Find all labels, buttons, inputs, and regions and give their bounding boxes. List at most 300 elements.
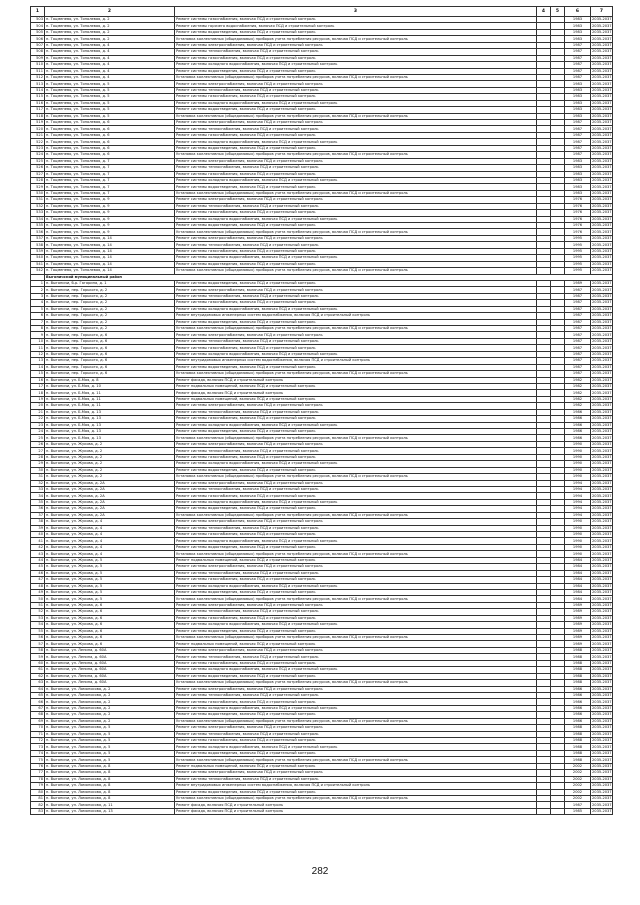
row-address: п. Тоцменево, ул. Тополевая, д. 5 <box>45 94 175 100</box>
row-work-type: Ремонт системы теплоснабжения, включая ПСД и строительный контроль <box>175 293 537 299</box>
row-address: п. Выгоничи, пер. Горького, д. 6 <box>45 371 175 377</box>
row-year: 1983 <box>565 17 591 23</box>
row-address: п. Выгоничи, ул. Ломоносова, д. 5 <box>45 750 175 756</box>
row-work-type: Установка коллективных (общедомовых) приборов учета потребления ресурсов, включая ПСД и строительный контроль <box>175 718 537 724</box>
row-address: п. Выгоничи, ул. Жукова, д. 6 <box>45 641 175 647</box>
row-number: 34 <box>31 493 45 499</box>
row-work-type: Ремонт системы холодного водоснабжения, включая ПСД и строительный контроль <box>175 216 537 222</box>
row-year: 1990 <box>565 454 591 460</box>
row-address: п. Выгоничи, ул. Жукова, д. 2А <box>45 512 175 518</box>
row-period: 2035-2037 <box>592 281 612 286</box>
row-period: 2035-2037 <box>592 448 612 453</box>
row-work-type: Ремонт системы теплоснабжения, включая ПСД и строительный контроль <box>175 203 537 209</box>
row-period: 2035-2037 <box>592 139 612 144</box>
row-period: 2035-2037 <box>592 596 612 601</box>
row-work-type: Ремонт системы электроснабжения, включая ПСД и строительный контроль <box>175 81 537 87</box>
row-period: 2035-2037 <box>592 178 612 183</box>
row-address: п. Тоцменево, ул. Тополевая, д. 2 <box>45 29 175 35</box>
row-address: п. Выгоничи, ул. Б.Мая, д. 11 <box>45 390 175 396</box>
row-work-type: Ремонт системы электроснабжения, включая ПСД и строительный контроль <box>175 602 537 608</box>
row-work-type: Ремонт системы холодного водоснабжения, включая ПСД и строительный контроль <box>175 62 537 68</box>
row-period: 2035-2037 <box>592 757 612 762</box>
row-year: 1987 <box>565 287 591 293</box>
row-number: 38 <box>31 519 45 525</box>
row-number: 69 <box>31 718 45 724</box>
row-number: 527 <box>31 171 45 177</box>
row-period: 2035-2037 <box>592 351 612 356</box>
row-address: п. Выгоничи, ул. Ломоносова, д. 8 <box>45 795 175 801</box>
row-year: 1995 <box>565 235 591 241</box>
row-work-type: Установка коллективных (общедомовых) приборов учета потребления ресурсов, включая ПСД и строительный контроль <box>175 371 537 377</box>
row-address: п. Тоцменево, ул. Тополевая, д. 14 <box>45 242 175 248</box>
row-number: 533 <box>31 210 45 216</box>
row-work-type: Ремонт системы горячего водоснабжения, включая ПСД и строительный контроль <box>175 23 537 29</box>
row-number: 47 <box>31 577 45 583</box>
row-work-type: Ремонт системы водоотведения, включая ПСД и строительный контроль <box>175 364 537 370</box>
row-work-type: Ремонт фасада, включая ПСД и строительный контроль <box>175 808 537 814</box>
row-address: п. Выгоничи, пер. Горького, д. 6 <box>45 364 175 370</box>
row-number: 45 <box>31 564 45 570</box>
row-work-type: Установка коллективных (общедомовых) приборов учета потребления ресурсов, включая ПСД и строительный контроль <box>175 36 537 42</box>
row-address: п. Выгоничи, ул. Жукова, д. 6 <box>45 635 175 641</box>
row-year: 1976 <box>565 216 591 222</box>
row-number: 511 <box>31 68 45 74</box>
row-number: 15 <box>31 371 45 377</box>
row-number: 25 <box>31 435 45 441</box>
row-period: 2035-2037 <box>592 145 612 150</box>
row-address: п. Выгоничи, ул. Б.Мая, д. 11 <box>45 396 175 402</box>
row-year: 1983 <box>565 171 591 177</box>
row-address: п. Выгоничи, ул. Жукова, д. 5 <box>45 564 175 570</box>
row-number: 509 <box>31 55 45 61</box>
row-period: 2035-2037 <box>592 512 612 517</box>
row-year: 1989 <box>565 615 591 621</box>
row-number: 21 <box>31 409 45 415</box>
row-number: 529 <box>31 184 45 190</box>
register-table <box>30 6 613 815</box>
row-year: 1990 <box>565 461 591 467</box>
row-period: 2035-2037 <box>592 23 612 28</box>
row-year: 1990 <box>565 532 591 538</box>
row-work-type: Установка коллективных (общедомовых) приборов учета потребления ресурсов, включая ПСД и строительный контроль <box>175 551 537 557</box>
row-work-type: Ремонт системы водоотведения, включая ПСД и строительный контроль <box>175 467 537 473</box>
row-number: 55 <box>31 628 45 634</box>
row-number: 44 <box>31 557 45 563</box>
column-number-row <box>31 7 613 17</box>
row-number: 526 <box>31 165 45 171</box>
row-year: 1990 <box>565 441 591 447</box>
row-address: п. Выгоничи, ул. Ленина, д. 60А <box>45 654 175 660</box>
row-number: 46 <box>31 570 45 576</box>
row-address: п. Тоцменево, ул. Тополевая, д. 4 <box>45 49 175 55</box>
row-number: 525 <box>31 158 45 164</box>
row-period: 2035-2037 <box>592 55 612 60</box>
row-work-type: Ремонт системы газоснабжения, включая ПСД и строительный контроль <box>175 300 537 306</box>
row-number: 5 <box>31 306 45 312</box>
row-address: п. Выгоничи, ул. Жукова, д. 5 <box>45 577 175 583</box>
row-work-type: Ремонт системы газоснабжения, включая ПСД и строительный контроль <box>175 416 537 422</box>
row-work-type: Ремонт системы водоотведения, включая ПСД и строительный контроль <box>175 261 537 267</box>
row-address: п. Тоцменево, ул. Тополевая, д. 2 <box>45 23 175 29</box>
row-period: 2035-2037 <box>592 313 612 318</box>
row-work-type: Ремонт системы теплоснабжения, включая ПСД и строительный контроль <box>175 165 537 171</box>
row-year: 1990 <box>565 544 591 550</box>
row-period: 2035-2037 <box>592 332 612 337</box>
row-work-type: Ремонт системы теплоснабжения, включая ПСД и строительный контроль <box>175 126 537 132</box>
row-number: 48 <box>31 583 45 589</box>
row-address: п. Тоцменево, ул. Тополевая, д. 9 <box>45 216 175 222</box>
row-period: 2035-2037 <box>592 525 612 530</box>
row-year: 1983 <box>565 165 591 171</box>
row-address: п. Выгоничи, ул. Ломоносова, д. 8 <box>45 776 175 782</box>
row-year: 1990 <box>565 525 591 531</box>
row-work-type: Ремонт системы теплоснабжения, включая ПСД и строительный контроль <box>175 338 537 344</box>
row-work-type: Ремонт системы газоснабжения, включая ПСД и строительный контроль <box>175 577 537 583</box>
row-work-type: Ремонт системы газоснабжения, включая ПСД и строительный контроль <box>175 248 537 254</box>
row-period: 2035-2037 <box>592 654 612 659</box>
row-year: 1986 <box>565 718 591 724</box>
row-period: 2035-2037 <box>592 126 612 131</box>
row-number: 505 <box>31 29 45 35</box>
row-year: 1987 <box>565 319 591 325</box>
row-work-type: Ремонт системы газоснабжения, включая ПСД и строительный контроль <box>175 493 537 499</box>
row-period: 2035-2037 <box>592 409 612 414</box>
row-period: 2035-2037 <box>592 590 612 595</box>
row-address: п. Выгоничи, ул. Ломоносова, д. 2 <box>45 686 175 692</box>
row-period: 2035-2037 <box>592 261 612 266</box>
row-period: 2035-2037 <box>592 113 612 118</box>
row-number: 66 <box>31 699 45 705</box>
row-period: 2035-2037 <box>592 339 612 344</box>
row-address: п. Тоцменево, ул. Тополевая, д. 6 <box>45 139 175 145</box>
row-work-type: Ремонт фасада, включая ПСД и строительный контроль <box>175 377 537 383</box>
row-period: 2035-2037 <box>592 570 612 575</box>
row-address: п. Выгоничи, ул. Ломоносова, д. 8 <box>45 783 175 789</box>
row-number: 504 <box>31 23 45 29</box>
row-number: 80 <box>31 789 45 795</box>
row-year: 1986 <box>565 409 591 415</box>
col-header-1: 1 <box>31 7 45 17</box>
row-number: 519 <box>31 120 45 126</box>
row-number: 539 <box>31 248 45 254</box>
row-work-type: Установка коллективных (общедомовых) приборов учета потребления ресурсов, включая ПСД и строительный контроль <box>175 795 537 801</box>
row-period: 2035-2037 <box>592 377 612 382</box>
row-number: 4 <box>31 300 45 306</box>
row-work-type: Установка коллективных (общедомовых) приборов учета потребления ресурсов, включая ПСД и строительный контроль <box>175 268 537 274</box>
row-address: п. Тоцменево, ул. Тополевая, д. 6 <box>45 126 175 132</box>
row-period: 2035-2037 <box>592 68 612 73</box>
row-work-type: Ремонт системы электроснабжения, включая ПСД и строительный контроль <box>175 235 537 241</box>
row-number: 39 <box>31 525 45 531</box>
row-number: 507 <box>31 42 45 48</box>
row-work-type: Установка коллективных (общедомовых) приборов учета потребления ресурсов, включая ПСД и строительный контроль <box>175 435 537 441</box>
row-number: 24 <box>31 429 45 435</box>
row-period: 2035-2037 <box>592 165 612 170</box>
row-period: 2035-2037 <box>592 500 612 505</box>
row-period: 2035-2037 <box>592 648 612 653</box>
row-work-type: Ремонт системы водоотведения, включая ПСД и строительный контроль <box>175 223 537 229</box>
row-period: 2035-2037 <box>592 583 612 588</box>
row-period: 2035-2037 <box>592 223 612 228</box>
row-number: 17 <box>31 383 45 389</box>
row-period: 2035-2037 <box>592 809 612 814</box>
row-address: п. Выгоничи, ул. Жукова, д. 2А <box>45 499 175 505</box>
row-year: 1983 <box>565 184 591 190</box>
row-year: 1987 <box>565 358 591 364</box>
row-work-type: Установка коллективных (общедомовых) приборов учета потребления ресурсов, включая ПСД и строительный контроль <box>175 474 537 480</box>
row-work-type: Установка коллективных (общедомовых) приборов учета потребления ресурсов, включая ПСД и строительный контроль <box>175 596 537 602</box>
row-year: 1987 <box>565 326 591 332</box>
row-number: 28 <box>31 454 45 460</box>
row-work-type: Ремонт системы теплоснабжения, включая ПСД и строительный контроль <box>175 654 537 660</box>
row-number: 30 <box>31 467 45 473</box>
row-number: 12 <box>31 351 45 357</box>
row-period: 2035-2037 <box>592 435 612 440</box>
row-number: 524 <box>31 152 45 158</box>
row-number: 32 <box>31 480 45 486</box>
row-work-type: Ремонт системы холодного водоснабжения, включая ПСД и строительный контроль <box>175 351 537 357</box>
row-address: п. Выгоничи, пер. Горького, д. 6 <box>45 345 175 351</box>
row-address: п. Выгоничи, ул. Ломоносова, д. 2 <box>45 718 175 724</box>
row-address: п. Выгоничи, ул. Ломоносова, д. 2 <box>45 705 175 711</box>
row-year: 1987 <box>565 42 591 48</box>
row-period: 2035-2037 <box>592 744 612 749</box>
row-work-type: Ремонт фасада, включая ПСД и строительный контроль <box>175 390 537 396</box>
row-period: 2035-2037 <box>592 802 612 807</box>
row-year: 1989 <box>565 635 591 641</box>
row-number: 61 <box>31 667 45 673</box>
row-address: п. Выгоничи, ул. Жукова, д. 6 <box>45 615 175 621</box>
row-work-type: Ремонт системы холодного водоснабжения, включая ПСД и строительный контроль <box>175 667 537 673</box>
row-work-type: Ремонт системы газоснабжения, включая ПСД и строительный контроль <box>175 699 537 705</box>
row-number: 510 <box>31 62 45 68</box>
row-year: 1988 <box>565 757 591 763</box>
row-period: 2035-2037 <box>592 36 612 41</box>
row-number: 51 <box>31 602 45 608</box>
row-work-type: Ремонт системы водоотведения, включая ПСД и строительный контроль <box>175 280 537 286</box>
row-number: 9 <box>31 332 45 338</box>
col-header-5: 5 <box>551 7 565 17</box>
row-number: 77 <box>31 770 45 776</box>
row-year: 1986 <box>565 435 591 441</box>
row-year: 1986 <box>565 692 591 698</box>
row-period: 2035-2037 <box>592 609 612 614</box>
row-address: п. Выгоничи, ул. Ленина, д. 60А <box>45 680 175 686</box>
row-number: 40 <box>31 532 45 538</box>
row-work-type: Ремонт системы электроснабжения, включая ПСД и строительный контроль <box>175 287 537 293</box>
row-address: п. Тоцменево, ул. Тополевая, д. 6 <box>45 152 175 158</box>
row-work-type: Ремонт системы газоснабжения, включая ПСД и строительный контроль <box>175 17 537 23</box>
row-work-type: Ремонт системы водоотведения, включая ПСД и строительный контроль <box>175 68 537 74</box>
row-year: 1976 <box>565 210 591 216</box>
row-address: п. Выгоничи, пер. Горького, д. 2 <box>45 293 175 299</box>
col-header-4: 4 <box>537 7 551 17</box>
row-work-type: Ремонт системы электроснабжения, включая ПСД и строительный контроль <box>175 158 537 164</box>
row-address: п. Выгоничи, пер. Горького, д. 2 <box>45 313 175 319</box>
row-number: 43 <box>31 551 45 557</box>
row-number: 18 <box>31 390 45 396</box>
row-work-type: Ремонт подвальных помещений, включая ПСД и строительный контроль <box>175 763 537 769</box>
row-address: п. Тоцменево, ул. Тополевая, д. 2 <box>45 36 175 42</box>
row-year: 1983 <box>565 100 591 106</box>
row-work-type: Ремонт внутридомовых инженерных систем водоснабжения, включая ПСД и строительный контроль <box>175 313 537 319</box>
row-year: 1995 <box>565 255 591 261</box>
row-number: 520 <box>31 126 45 132</box>
row-number: 81 <box>31 795 45 801</box>
row-number: 63 <box>31 680 45 686</box>
row-work-type: Ремонт системы электроснабжения, включая ПСД и строительный контроль <box>175 647 537 653</box>
row-year: 1987 <box>565 332 591 338</box>
row-address: п. Выгоничи, ул. Ломоносова, д. 8 <box>45 789 175 795</box>
row-year: 1983 <box>565 23 591 29</box>
row-address: п. Тоцменево, ул. Тополевая, д. 14 <box>45 255 175 261</box>
row-year: 1994 <box>565 499 591 505</box>
row-work-type: Ремонт системы холодного водоснабжения, включая ПСД и строительный контроль <box>175 422 537 428</box>
row-period: 2035-2037 <box>592 416 612 421</box>
row-period: 2035-2037 <box>592 577 612 582</box>
row-number: 522 <box>31 139 45 145</box>
row-work-type: Ремонт фасада, включая ПСД и строительный контроль <box>175 802 537 808</box>
row-period: 2035-2037 <box>592 680 612 685</box>
row-number: 7 <box>31 319 45 325</box>
row-year: 2002 <box>565 789 591 795</box>
row-work-type: Ремонт системы водоотведения, включая ПСД и строительный контроль <box>175 107 537 113</box>
col-header-7: 7 <box>591 7 613 17</box>
row-work-type: Ремонт системы теплоснабжения, включая ПСД и строительный контроль <box>175 570 537 576</box>
row-period: 2035-2037 <box>592 738 612 743</box>
row-period: 2035-2037 <box>592 397 612 402</box>
row-year: 1986 <box>565 416 591 422</box>
row-address: п. Выгоничи, ул. Ломоносова, д. 2 <box>45 699 175 705</box>
row-address: п. Тоцменево, ул. Тополевая, д. 2 <box>45 17 175 23</box>
row-year: 1982 <box>565 390 591 396</box>
row-period: 2035-2037 <box>592 197 612 202</box>
row-work-type: Ремонт системы электроснабжения, включая ПСД и строительный контроль <box>175 686 537 692</box>
row-period: 2035-2037 <box>592 287 612 292</box>
row-number: 31 <box>31 474 45 480</box>
row-number: 13 <box>31 358 45 364</box>
row-number: 70 <box>31 725 45 731</box>
row-address: п. Выгоничи, пер. Горького, д. 2 <box>45 319 175 325</box>
row-work-type: Ремонт системы газоснабжения, включая ПСД и строительный контроль <box>175 171 537 177</box>
row-period: 2035-2037 <box>592 422 612 427</box>
row-year: 1983 <box>565 87 591 93</box>
row-number: 50 <box>31 596 45 602</box>
row-year: 1988 <box>565 744 591 750</box>
row-address: п. Выгоничи, ул. Жукова, д. 5 <box>45 557 175 563</box>
row-period: 2035-2037 <box>592 384 612 389</box>
row-period: 2035-2037 <box>592 635 612 640</box>
row-address: п. Тоцменево, ул. Тополевая, д. 5 <box>45 113 175 119</box>
row-year: 1976 <box>565 223 591 229</box>
row-year: 1987 <box>565 120 591 126</box>
row-year: 1986 <box>565 686 591 692</box>
row-number: 26 <box>31 441 45 447</box>
row-work-type: Ремонт системы теплоснабжения, включая ПСД и строительный контроль <box>175 692 537 698</box>
row-year: 1994 <box>565 506 591 512</box>
row-address: п. Выгоничи, ул. Б.Мая, д. 13 <box>45 422 175 428</box>
row-year: 1987 <box>565 371 591 377</box>
row-year: 1986 <box>565 712 591 718</box>
row-period: 2035-2037 <box>592 725 612 730</box>
row-period: 2035-2037 <box>592 763 612 768</box>
row-period: 2035-2037 <box>592 454 612 459</box>
row-address: п. Выгоничи, ул. Ломоносова, д. 13 <box>45 808 175 814</box>
row-year: 1988 <box>565 750 591 756</box>
row-period: 2035-2037 <box>592 467 612 472</box>
row-address: п. Тоцменево, ул. Тополевая, д. 14 <box>45 261 175 267</box>
row-address: п. Выгоничи, пер. Горького, д. 6 <box>45 351 175 357</box>
row-period: 2035-2037 <box>592 776 612 781</box>
row-year: 1989 <box>565 602 591 608</box>
row-period: 2035-2037 <box>592 81 612 86</box>
row-address: п. Выгоничи, ул. Жукова, д. 2 <box>45 454 175 460</box>
row-year: 2002 <box>565 763 591 769</box>
row-period: 2035-2037 <box>592 789 612 794</box>
row-address: п. Выгоничи, пер. Горького, д. 6 <box>45 358 175 364</box>
row-period: 2035-2037 <box>592 184 612 189</box>
document-page <box>30 6 612 815</box>
row-year: 1987 <box>565 351 591 357</box>
row-number: 523 <box>31 145 45 151</box>
row-address: п. Выгоничи, ул. Жукова, д. 2А <box>45 480 175 486</box>
row-address: п. Выгоничи, ул. Жукова, д. 2А <box>45 486 175 492</box>
row-year: 1988 <box>565 731 591 737</box>
row-year: 1987 <box>565 152 591 158</box>
row-period: 2035-2037 <box>592 718 612 723</box>
row-year: 1989 <box>565 622 591 628</box>
row-number: 1 <box>31 280 45 286</box>
row-work-type: Ремонт системы холодного водоснабжения, включая ПСД и строительный контроль <box>175 306 537 312</box>
row-year: 1982 <box>565 396 591 402</box>
row-work-type: Ремонт системы водоотведения, включая ПСД и строительный контроль <box>175 29 537 35</box>
row-number: 515 <box>31 94 45 100</box>
row-number: 3 <box>31 293 45 299</box>
row-work-type: Ремонт системы холодного водоснабжения, включая ПСД и строительный контроль <box>175 177 537 183</box>
row-period: 2035-2037 <box>592 442 612 447</box>
row-number: 72 <box>31 738 45 744</box>
row-period: 2035-2037 <box>592 171 612 176</box>
row-work-type: Ремонт системы холодного водоснабжения, включая ПСД и строительный контроль <box>175 461 537 467</box>
row-year: 1976 <box>565 197 591 203</box>
row-work-type: Ремонт системы газоснабжения, включая ПСД и строительный контроль <box>175 55 537 61</box>
row-year: 1985 <box>565 808 591 814</box>
row-period: 2035-2037 <box>592 622 612 627</box>
row-number: 508 <box>31 49 45 55</box>
row-year: 2002 <box>565 783 591 789</box>
row-year: 1982 <box>565 377 591 383</box>
row-work-type: Ремонт подвальных помещений, включая ПСД и строительный контроль <box>175 396 537 402</box>
row-year: 1976 <box>565 203 591 209</box>
row-year: 1983 <box>565 94 591 100</box>
row-work-type: Ремонт системы водоотведения, включая ПСД и строительный контроль <box>175 628 537 634</box>
row-period: 2035-2037 <box>592 628 612 633</box>
row-year: 1988 <box>565 738 591 744</box>
row-period: 2035-2037 <box>592 242 612 247</box>
row-year: 2002 <box>565 770 591 776</box>
row-period: 2035-2037 <box>592 474 612 479</box>
row-number: 22 <box>31 416 45 422</box>
row-work-type: Ремонт системы газоснабжения, включая ПСД и строительный контроль <box>175 454 537 460</box>
row-address: п. Выгоничи, ул. Жукова, д. 4 <box>45 544 175 550</box>
row-work-type: Ремонт системы теплоснабжения, включая ПСД и строительный контроль <box>175 448 537 454</box>
row-number: 10 <box>31 338 45 344</box>
row-address: п. Выгоничи, ул. Ломоносова, д. 5 <box>45 757 175 763</box>
row-year: 1983 <box>565 113 591 119</box>
row-year: 1986 <box>565 705 591 711</box>
row-work-type: Ремонт системы водоотведения, включая ПСД и строительный контроль <box>175 750 537 756</box>
row-period: 2035-2037 <box>592 545 612 550</box>
